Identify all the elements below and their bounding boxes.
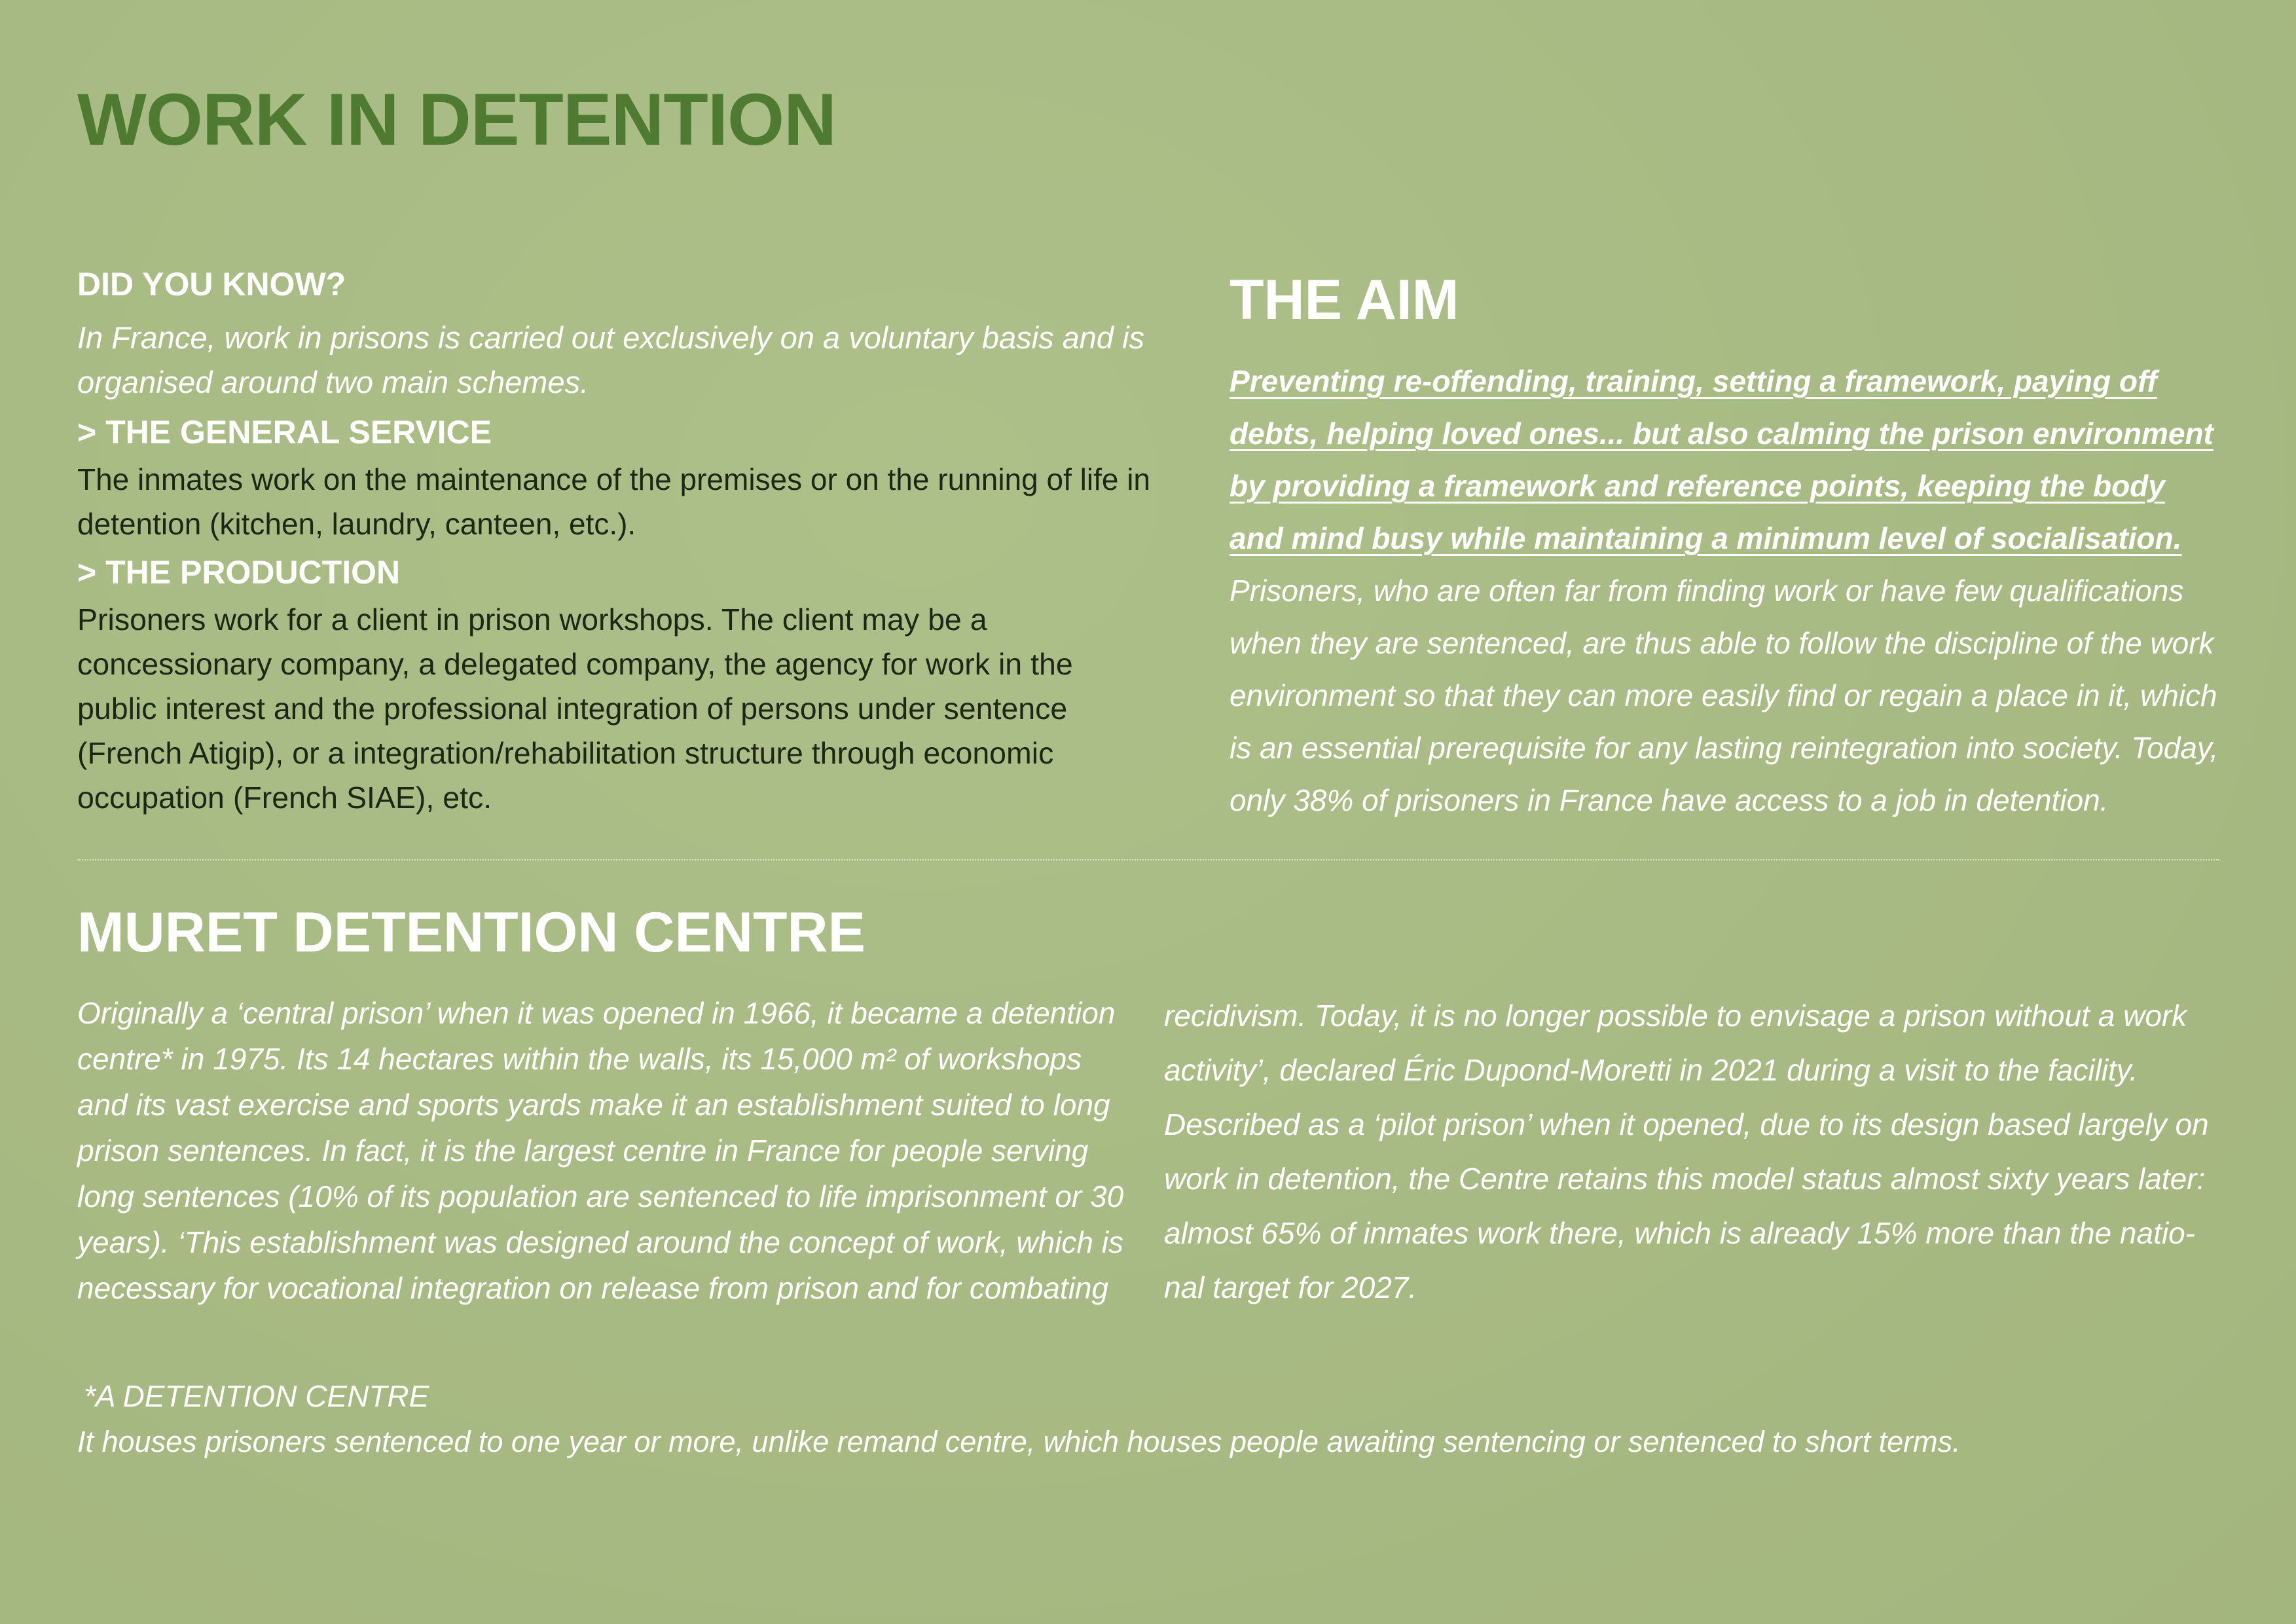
general-service-text: The inmates work on the maintenance of the premises or on the running of life in detention (kitchen, laundry, canteen, etc.). bbox=[77, 462, 1151, 541]
muret-text-column-2: recidivism. Today, it is no longer possible to envisage a prison without a work activity’, declared Éric Dupond-Moretti in 2021 during a visit to the facility. Described as a ‘pilot prison’ when it opened, due to its design based largely on work in detention, the Centre retains this model status almost sixty years later: almost 65% of inmates work there, which is already 15% more than the natio-nal target for 2027. bbox=[1164, 999, 2209, 1304]
aim-body-text: Prisoners, who are often far from finding work or have few qualifications when they are sentenced, are thus able to follow the discipline of the work environment so that they can more easily find or regain a place in it, which is an essential prerequisite for any lasting reintegration into society. Today, only 38% of prisoners in France have access to a job in detention. bbox=[1230, 574, 2219, 817]
footnote-title: *A DETENTION CENTRE bbox=[84, 1379, 429, 1413]
aim-title: THE AIM bbox=[1230, 268, 1459, 331]
production-heading: > THE PRODUCTION bbox=[77, 554, 401, 591]
production-text: Prisoners work for a client in prison workshops. The client may be a concessionary company, a delegated company, the agency for work in the public interest and the professional integration of persons under sentence (French Atigip), or a integration/rehabilitation structure through economic occupation (French SIAE), etc. bbox=[77, 602, 1073, 815]
did-you-know-intro: In France, work in prisons is carried out exclusively on a voluntary basis and is organised around two main schemes. bbox=[77, 320, 1145, 399]
footnote-text: It houses prisoners sentenced to one year or more, unlike remand centre, which houses people awaiting sentencing or sentenced to short terms. bbox=[77, 1425, 1961, 1458]
section-divider bbox=[77, 859, 2219, 860]
muret-title: MURET DETENTION CENTRE bbox=[77, 901, 866, 964]
aim-highlight-text: Preventing re-offending, training, setting a framework, paying off debts, helping loved ones... but also calming the prison environment by providing a framework and reference points, keeping the body and mind busy while maintaining a minimum level of socialisation. bbox=[1230, 364, 2214, 555]
muret-text-column-1: Originally a ‘central prison’ when it was opened in 1966, it became a detention centre* in 1975. Its 14 hectares within the walls, its 15,000 m² of workshops and its vast exercise and sports yards make it an establishment suited to long prison sentences. In fact, it is the largest centre in France for people serving long sentences (10% of its population are sentenced to life imprisonment or 30 years). ‘This establishment was designed around the concept of work, which is necessary for vocational integration on release from prison and for combating bbox=[77, 996, 1124, 1305]
did-you-know-heading: DID YOU KNOW? bbox=[77, 266, 346, 303]
page-title: WORK IN DETENTION bbox=[77, 79, 836, 160]
general-service-heading: > THE GENERAL SERVICE bbox=[77, 414, 492, 451]
